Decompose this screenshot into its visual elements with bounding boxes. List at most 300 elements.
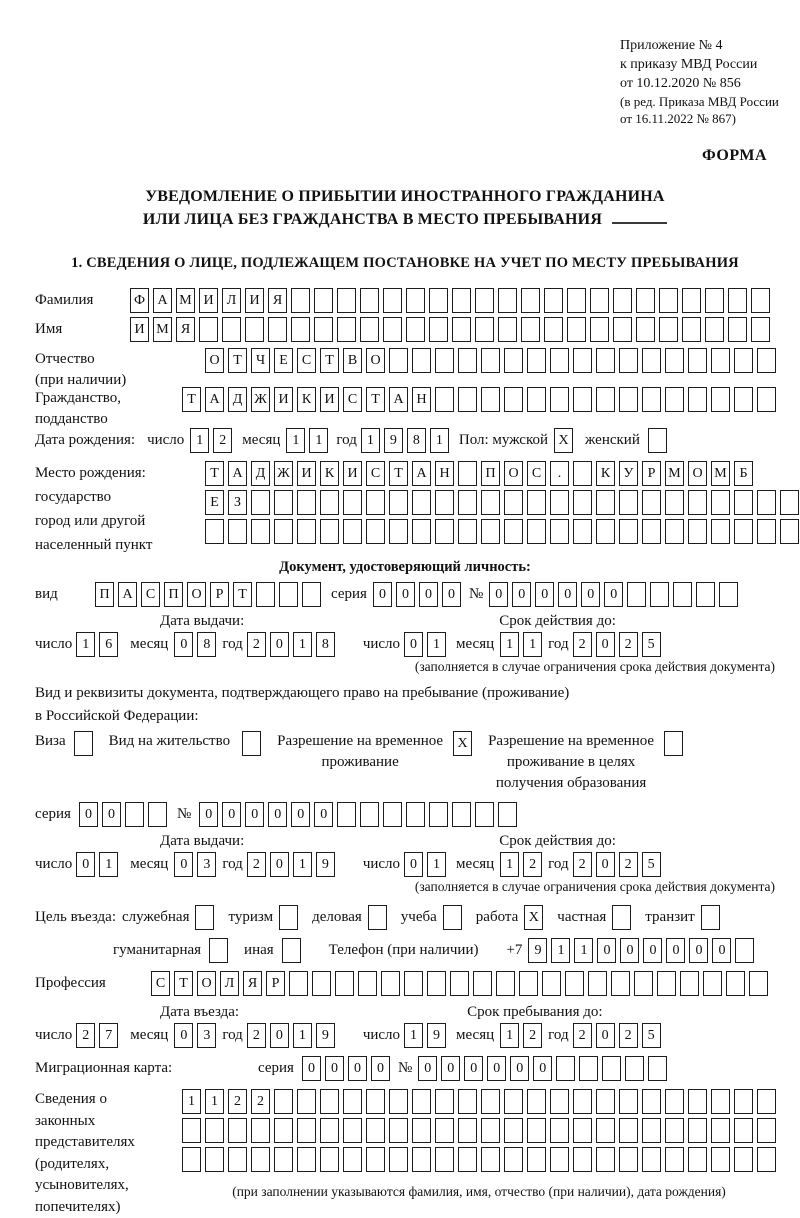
char-box	[612, 905, 631, 930]
char-box	[728, 317, 747, 342]
char-box	[680, 971, 699, 996]
purpose-work-checkbox	[524, 905, 543, 930]
char-box: С	[366, 461, 385, 486]
residence-issue-date-label: Дата выдачи:	[160, 833, 244, 850]
form-title-line2-text: ИЛИ ЛИЦА БЕЗ ГРАЖДАНСТВА В МЕСТО ПРЕБЫВАНИЯ	[143, 211, 602, 228]
char-box: Т	[174, 971, 193, 996]
char-box	[427, 971, 446, 996]
char-box: 0	[79, 802, 98, 827]
char-box: Р	[266, 971, 285, 996]
char-box	[435, 1118, 454, 1143]
doc-issue-day-boxes	[76, 632, 118, 657]
stay-day-boxes	[404, 1023, 446, 1048]
char-box	[343, 1118, 362, 1143]
char-box	[550, 519, 569, 544]
char-box	[665, 519, 684, 544]
char-box	[389, 1147, 408, 1172]
char-box: Д	[251, 461, 270, 486]
residence-doc-intro-line1: Вид и реквизиты документа, подтверждающего право на пребывание (проживание)	[35, 685, 775, 702]
char-box: Ч	[251, 348, 270, 373]
char-box: 0	[689, 938, 708, 963]
char-box	[705, 288, 724, 313]
char-box	[565, 971, 584, 996]
char-box: 1	[551, 938, 570, 963]
day-label: число	[35, 1027, 72, 1044]
entry-date-label: Дата въезда:	[160, 1004, 239, 1021]
doc-type-boxes	[95, 582, 321, 607]
char-box: 1	[309, 428, 328, 453]
char-box	[735, 938, 754, 963]
char-box: 1	[182, 1089, 201, 1114]
char-box	[619, 490, 638, 515]
char-box	[711, 348, 730, 373]
migration-number-boxes	[418, 1056, 667, 1081]
char-box: 0	[419, 582, 438, 607]
char-box: 6	[99, 632, 118, 657]
char-box	[452, 288, 471, 313]
char-box: 2	[213, 428, 232, 453]
char-box: И	[343, 461, 362, 486]
char-box	[360, 288, 379, 313]
char-box: 0	[581, 582, 600, 607]
char-box	[389, 519, 408, 544]
char-box: 0	[487, 1056, 506, 1081]
char-box	[682, 288, 701, 313]
legal-reps-label-line: законных	[35, 1111, 182, 1133]
header-line: к приказу МВД России	[620, 55, 775, 74]
char-box: 2	[76, 1023, 95, 1048]
birth-year-boxes	[361, 428, 449, 453]
char-box	[458, 519, 477, 544]
char-box	[209, 938, 228, 963]
char-box	[458, 461, 477, 486]
char-box: 5	[642, 1023, 661, 1048]
header-line: от 10.12.2020 № 856	[620, 74, 775, 93]
char-box	[682, 317, 701, 342]
char-box: О	[197, 971, 216, 996]
migration-series-label: серия	[258, 1060, 294, 1077]
char-box: 0	[291, 802, 310, 827]
char-box	[389, 490, 408, 515]
char-box: 5	[642, 852, 661, 877]
year-label: год	[222, 636, 242, 653]
char-box	[458, 1118, 477, 1143]
char-box	[429, 288, 448, 313]
char-box: 0	[396, 582, 415, 607]
char-box	[596, 519, 615, 544]
birth-month-boxes	[286, 428, 328, 453]
char-box: 0	[596, 852, 615, 877]
char-box	[527, 1147, 546, 1172]
char-box: 1	[99, 852, 118, 877]
char-box: Т	[228, 348, 247, 373]
profession-label: Профессия	[35, 975, 151, 992]
char-box: Т	[205, 461, 224, 486]
doc-valid-until-label: Срок действия до:	[499, 613, 616, 630]
char-box	[481, 1089, 500, 1114]
char-box	[542, 971, 561, 996]
residence-number-label: №	[177, 806, 191, 823]
char-box	[596, 1089, 615, 1114]
char-box	[274, 519, 293, 544]
char-box	[665, 490, 684, 515]
char-box	[481, 1118, 500, 1143]
char-box	[320, 519, 339, 544]
char-box	[573, 387, 592, 412]
char-box: 0	[620, 938, 639, 963]
char-box: П	[164, 582, 183, 607]
char-box	[602, 1056, 621, 1081]
char-box	[573, 490, 592, 515]
profession-boxes	[151, 971, 768, 996]
identity-date-labels-row	[35, 613, 775, 630]
char-box: 3	[197, 1023, 216, 1048]
char-box	[504, 1147, 523, 1172]
visa-checkbox	[74, 731, 93, 756]
char-box	[268, 317, 287, 342]
char-box	[404, 971, 423, 996]
char-box	[734, 1147, 753, 1172]
char-box: 9	[528, 938, 547, 963]
char-box: 0	[533, 1056, 552, 1081]
char-box	[498, 317, 517, 342]
char-box: Т	[389, 461, 408, 486]
char-box	[664, 731, 683, 756]
char-box	[757, 1147, 776, 1172]
sex-female-checkbox	[648, 428, 667, 453]
char-box	[435, 1089, 454, 1114]
residence-valid-year-boxes	[573, 852, 661, 877]
char-box: 5	[642, 632, 661, 657]
char-box: 2	[523, 852, 542, 877]
char-box: 0	[404, 632, 423, 657]
char-box: 0	[174, 1023, 193, 1048]
char-box	[343, 1089, 362, 1114]
name-label: Имя	[35, 321, 130, 338]
sex-male-label: Пол: мужской	[459, 432, 548, 449]
citizenship-boxes	[182, 387, 776, 412]
char-box	[780, 519, 799, 544]
char-box: 8	[407, 428, 426, 453]
char-box	[228, 519, 247, 544]
header-subline: (в ред. Приказа МВД России	[620, 93, 775, 110]
char-box	[521, 288, 540, 313]
char-box	[527, 1118, 546, 1143]
char-box	[312, 971, 331, 996]
char-box: А	[389, 387, 408, 412]
char-box	[519, 971, 538, 996]
char-box: 9	[316, 852, 335, 877]
char-box	[320, 1089, 339, 1114]
char-box	[435, 519, 454, 544]
char-box: 2	[619, 632, 638, 657]
char-box	[251, 1118, 270, 1143]
char-box	[452, 317, 471, 342]
migration-card-label: Миграционная карта:	[35, 1060, 230, 1077]
char-box	[199, 317, 218, 342]
char-box	[734, 1089, 753, 1114]
doc-number-boxes	[489, 582, 738, 607]
month-label: месяц	[456, 1027, 494, 1044]
char-box	[573, 1118, 592, 1143]
char-box	[504, 1089, 523, 1114]
identity-doc-row	[35, 582, 775, 607]
residence-issue-year-boxes	[247, 852, 335, 877]
char-box: 0	[270, 1023, 289, 1048]
char-box	[368, 905, 387, 930]
doc-issue-date-label: Дата выдачи:	[160, 613, 244, 630]
char-box: 0	[441, 1056, 460, 1081]
char-box	[751, 288, 770, 313]
char-box	[412, 1147, 431, 1172]
char-box	[314, 317, 333, 342]
char-box	[412, 1118, 431, 1143]
char-box: 8	[197, 632, 216, 657]
char-box	[337, 317, 356, 342]
char-box	[711, 519, 730, 544]
identity-validity-note	[35, 659, 775, 675]
char-box: И	[274, 387, 293, 412]
migration-card-row	[35, 1056, 775, 1081]
char-box: 1	[293, 632, 312, 657]
char-box	[251, 519, 270, 544]
purpose-business-label: служебная	[122, 909, 190, 926]
char-box	[256, 582, 275, 607]
birthdate-row	[35, 428, 775, 453]
birthdate-label: Дата рождения:	[35, 432, 135, 449]
char-box	[619, 1118, 638, 1143]
identity-validity-note-text: (заполняется в случае ограничения срока действия документа)	[415, 659, 775, 675]
char-box	[481, 387, 500, 412]
temp-residence-education-checkbox	[664, 731, 683, 756]
char-box	[383, 802, 402, 827]
char-box	[429, 802, 448, 827]
purpose-study-label: учеба	[401, 909, 437, 926]
char-box: С	[141, 582, 160, 607]
char-box	[251, 490, 270, 515]
char-box: Н	[435, 461, 454, 486]
char-box: М	[153, 317, 172, 342]
char-box: Д	[228, 387, 247, 412]
char-box: 0	[604, 582, 623, 607]
char-box	[389, 1089, 408, 1114]
char-box: 7	[99, 1023, 118, 1048]
char-box: 2	[251, 1089, 270, 1114]
entry-dates-row	[35, 1023, 775, 1048]
purpose-commercial-checkbox	[368, 905, 387, 930]
month-label: месяц	[130, 1027, 168, 1044]
char-box: 1	[76, 632, 95, 657]
option-temp-residence-education-label-line: Разрешение на временное	[488, 731, 654, 752]
header-reference	[620, 36, 775, 127]
char-box	[596, 348, 615, 373]
char-box	[274, 1118, 293, 1143]
char-box: Н	[412, 387, 431, 412]
char-box: 3	[197, 852, 216, 877]
entry-purpose-row	[35, 905, 775, 930]
year-label: год	[548, 1027, 568, 1044]
birthplace-label-line: Место рождения:	[35, 461, 205, 485]
char-box	[481, 490, 500, 515]
char-box	[688, 387, 707, 412]
char-box	[665, 387, 684, 412]
char-box: 1	[500, 632, 519, 657]
char-box	[314, 288, 333, 313]
doc-valid-month-boxes	[500, 632, 542, 657]
char-box	[665, 348, 684, 373]
char-box	[205, 1147, 224, 1172]
char-box: 2	[573, 1023, 592, 1048]
char-box	[701, 905, 720, 930]
birthplace-block	[35, 461, 775, 557]
char-box: О	[187, 582, 206, 607]
char-box	[726, 971, 745, 996]
char-box: О	[688, 461, 707, 486]
char-box: М	[665, 461, 684, 486]
char-box	[366, 1118, 385, 1143]
char-box	[550, 387, 569, 412]
option-residence-permit	[109, 731, 261, 756]
char-box	[659, 317, 678, 342]
char-box	[498, 802, 517, 827]
char-box	[366, 490, 385, 515]
char-box	[335, 971, 354, 996]
char-box: 0	[596, 1023, 615, 1048]
char-box: 0	[302, 1056, 321, 1081]
day-label: число	[363, 856, 400, 873]
char-box	[450, 971, 469, 996]
char-box: И	[130, 317, 149, 342]
char-box: К	[320, 461, 339, 486]
char-box	[337, 802, 356, 827]
day-label: число	[35, 856, 72, 873]
char-box: 0	[535, 582, 554, 607]
char-box: 0	[174, 632, 193, 657]
legal-reps-label-line: представителях	[35, 1132, 182, 1154]
surname-boxes	[130, 288, 770, 313]
birthplace-label-line: государство	[35, 485, 205, 509]
char-box	[475, 802, 494, 827]
char-box	[757, 387, 776, 412]
char-box: А	[205, 387, 224, 412]
char-box	[381, 971, 400, 996]
char-box: Б	[734, 461, 753, 486]
doc-series-boxes	[373, 582, 461, 607]
char-box	[749, 971, 768, 996]
residence-dates-row	[35, 852, 775, 877]
char-box	[205, 519, 224, 544]
char-box: 1	[205, 1089, 224, 1114]
char-box: 1	[404, 1023, 423, 1048]
option-visa	[35, 731, 93, 756]
day-label: число	[363, 636, 400, 653]
char-box	[757, 519, 776, 544]
entry-date-labels-row	[35, 1004, 775, 1021]
residence-valid-day-boxes	[404, 852, 446, 877]
residence-options-row	[35, 731, 775, 794]
doc-issue-year-boxes	[247, 632, 335, 657]
char-box: Ж	[274, 461, 293, 486]
legal-reps-label-line: (родителях,	[35, 1154, 182, 1176]
entry-purpose-row2	[35, 938, 775, 963]
char-box	[343, 519, 362, 544]
char-box	[274, 1147, 293, 1172]
entry-day-boxes	[76, 1023, 118, 1048]
char-box: 1	[427, 852, 446, 877]
char-box: С	[527, 461, 546, 486]
char-box	[458, 1147, 477, 1172]
purpose-other-label: иная	[244, 942, 274, 959]
purpose-commercial-label: деловая	[312, 909, 362, 926]
char-box	[504, 1118, 523, 1143]
doc-valid-day-boxes	[404, 632, 446, 657]
char-box	[757, 1089, 776, 1114]
char-box: 0	[597, 938, 616, 963]
char-box: 9	[384, 428, 403, 453]
char-box	[504, 348, 523, 373]
residence-series-boxes	[79, 802, 167, 827]
char-box: 2	[573, 852, 592, 877]
char-box: 0	[643, 938, 662, 963]
char-box	[634, 971, 653, 996]
char-box	[556, 1056, 575, 1081]
char-box	[619, 1089, 638, 1114]
char-box	[757, 1118, 776, 1143]
residence-issue-day-boxes	[76, 852, 118, 877]
char-box	[320, 1147, 339, 1172]
char-box	[665, 1089, 684, 1114]
char-box	[611, 971, 630, 996]
char-box	[688, 1118, 707, 1143]
char-box	[544, 317, 563, 342]
option-temp-residence	[277, 731, 472, 773]
char-box	[688, 1089, 707, 1114]
char-box	[648, 1056, 667, 1081]
legal-reps-row2-boxes	[182, 1118, 776, 1143]
year-label: год	[548, 636, 568, 653]
char-box	[734, 387, 753, 412]
char-box	[274, 490, 293, 515]
char-box	[665, 1118, 684, 1143]
patronymic-row	[35, 348, 775, 373]
purpose-private-label: частная	[557, 909, 606, 926]
char-box	[636, 288, 655, 313]
forma-label: ФОРМА	[35, 147, 775, 165]
char-box: В	[343, 348, 362, 373]
char-box	[228, 1118, 247, 1143]
char-box: 0	[373, 582, 392, 607]
char-box	[297, 1089, 316, 1114]
char-box	[573, 519, 592, 544]
char-box	[435, 348, 454, 373]
char-box: Л	[220, 971, 239, 996]
char-box	[550, 1118, 569, 1143]
char-box	[527, 348, 546, 373]
char-box	[182, 1118, 201, 1143]
char-box	[412, 490, 431, 515]
char-box	[619, 519, 638, 544]
char-box: 0	[712, 938, 731, 963]
surname-label: Фамилия	[35, 292, 130, 309]
residence-doc-intro-line2: в Российской Федерации:	[35, 708, 775, 725]
char-box: 2	[247, 632, 266, 657]
purpose-tourism-label: туризм	[228, 909, 273, 926]
char-box: У	[619, 461, 638, 486]
char-box: М	[176, 288, 195, 313]
char-box	[504, 519, 523, 544]
char-box	[458, 348, 477, 373]
char-box	[435, 490, 454, 515]
